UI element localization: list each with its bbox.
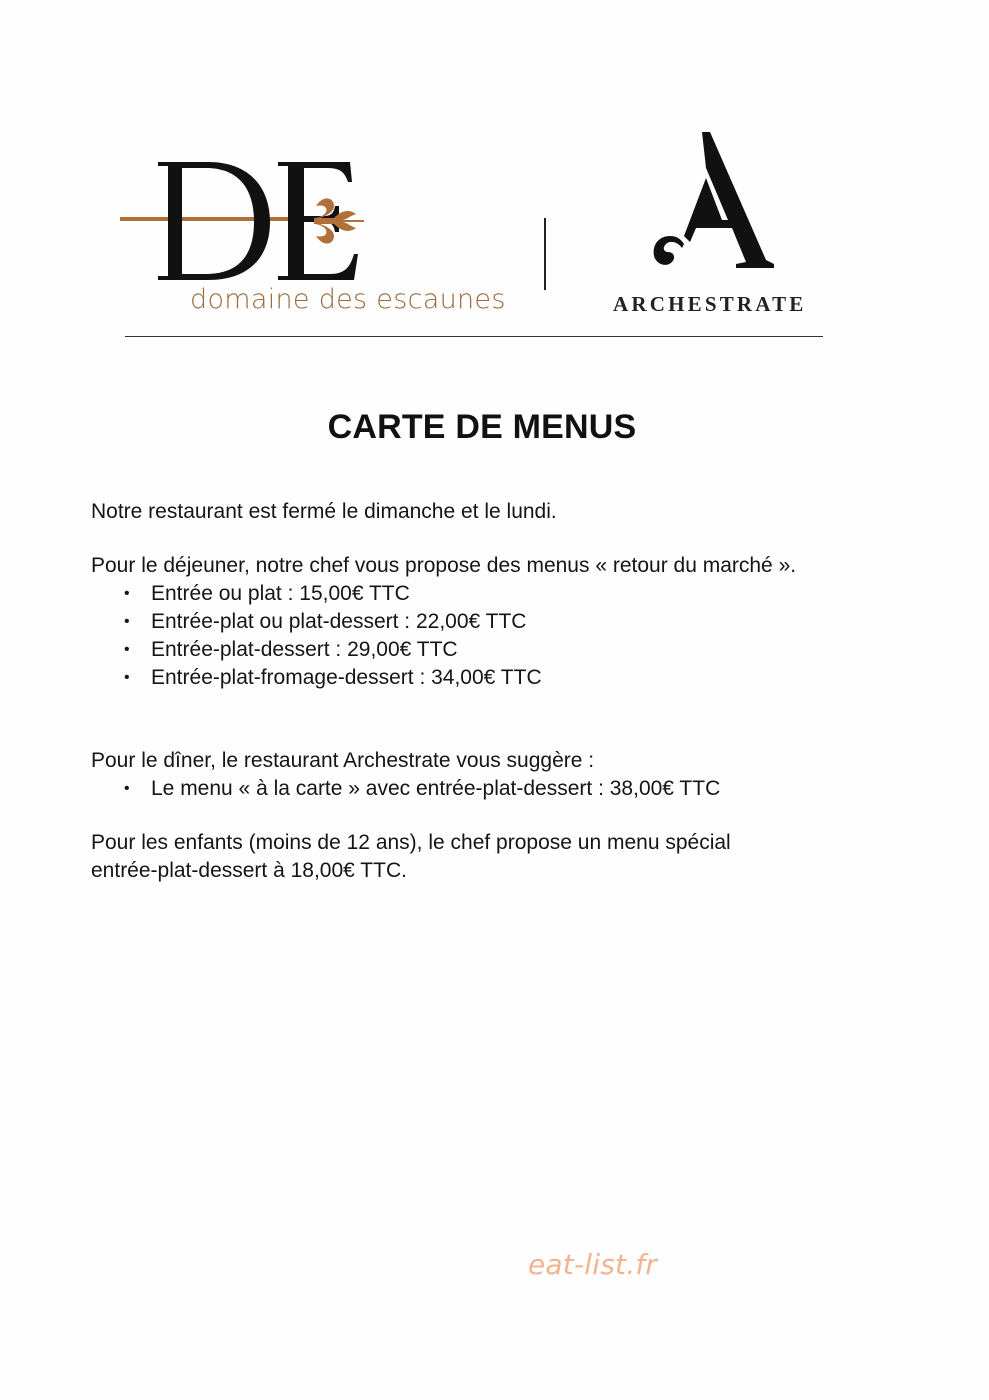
page-title: CARTE DE MENUS bbox=[327, 408, 637, 446]
lunch-item-text: Entrée-plat-fromage-dessert : 34,00€ TTC bbox=[151, 666, 542, 689]
bullet-icon: • bbox=[124, 641, 130, 658]
list-item bbox=[91, 775, 931, 803]
spacer bbox=[91, 803, 931, 829]
logo-divider bbox=[544, 218, 546, 290]
list-item bbox=[91, 636, 931, 664]
lunch-item-text: Entrée-plat-dessert : 29,00€ TTC bbox=[151, 638, 458, 661]
list-item bbox=[91, 580, 931, 608]
list-item bbox=[91, 664, 931, 692]
lunch-item-text: Entrée ou plat : 15,00€ TTC bbox=[151, 582, 410, 605]
eat-list-watermark: eat-list.fr bbox=[528, 1248, 658, 1281]
bullet-icon: • bbox=[124, 613, 130, 630]
de-monogram-mark bbox=[120, 158, 370, 283]
dinner-intro: Pour le dîner, le restaurant Archestrate vous suggère : bbox=[91, 749, 595, 772]
dinner-menu-list bbox=[91, 775, 931, 803]
bullet-icon: • bbox=[124, 585, 130, 602]
header-rule bbox=[125, 336, 823, 337]
menu-content bbox=[91, 498, 931, 885]
bullet-icon: • bbox=[124, 780, 130, 797]
lunch-intro: Pour le déjeuner, notre chef vous propose des menus « retour du marché ». bbox=[91, 554, 797, 577]
spacer bbox=[91, 526, 931, 552]
dinner-item-text: Le menu « à la carte » avec entrée-plat-dessert : 38,00€ TTC bbox=[151, 777, 721, 800]
bullet-icon: • bbox=[124, 669, 130, 686]
archestrate-logo bbox=[610, 128, 820, 323]
kids-menu-line: Pour les enfants (moins de 12 ans), le chef propose un menu spécial bbox=[91, 831, 731, 854]
kids-menu-line: entrée-plat-dessert à 18,00€ TTC. bbox=[91, 859, 407, 882]
list-item bbox=[91, 608, 931, 636]
lunch-item-text: Entrée-plat ou plat-dessert : 22,00€ TTC bbox=[151, 610, 527, 633]
archestrate-a-mark bbox=[610, 128, 810, 278]
de-logo-caption: domaine des escaunes bbox=[190, 284, 506, 315]
domaine-des-escaunes-logo bbox=[120, 158, 506, 328]
lunch-menu-list bbox=[91, 580, 931, 692]
spacer bbox=[91, 692, 931, 747]
archestrate-logo-caption: ARCHESTRATE bbox=[613, 292, 807, 316]
closure-notice: Notre restaurant est fermé le dimanche et le lundi. bbox=[91, 500, 557, 523]
